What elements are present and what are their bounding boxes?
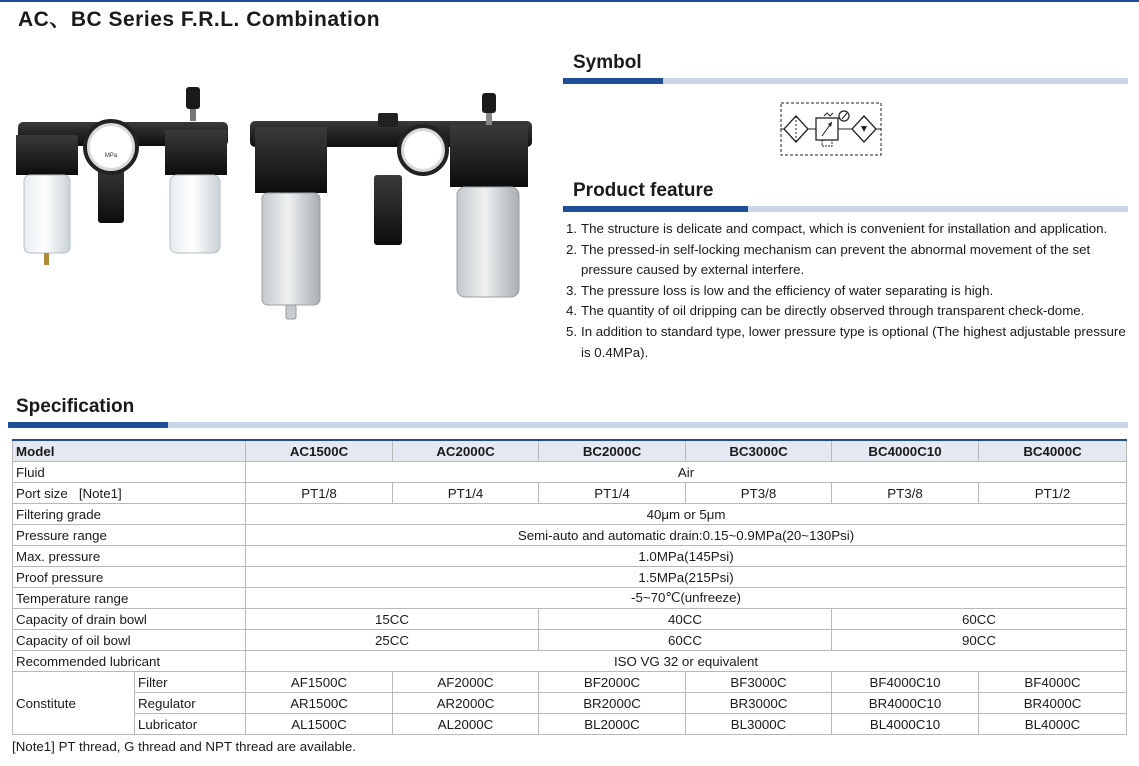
table-row: Capacity of oil bowl 25CC 60CC 90CC [13,630,1127,651]
product-feature-heading-bar [563,206,1128,212]
svg-text:MPa: MPa [104,153,118,159]
product-photo [10,75,540,330]
feature-item: 2. The pressed-in self-locking mechanism can prevent the abnormal movement of the set pressure caused by external interfere. [566,241,1091,278]
product-feature-heading: Product feature [573,180,714,201]
feature-item: 4. The quantity of oil dripping can be directly observed through transparent check-dome. [566,303,1085,319]
port-size-label: Port size [Note1] [13,483,246,504]
table-row [13,440,1127,462]
model-cell: BC4000C10 [832,440,979,462]
symbol-heading-bar [563,78,1128,84]
feature-item: 1. The structure is delicate and compact, which is convenient for installation and application. [566,221,1108,236]
footnote: [Note1] PT thread, G thread and NPT thread are available. [12,739,356,754]
model-cell: BC2000C [539,440,686,462]
frl-symbol-icon [780,102,882,156]
table-row: Proof pressure 1.5MPa(215Psi) [13,567,1127,588]
top-rule [0,0,1139,2]
specification-heading-bar [8,422,1128,428]
table-row: Fluid Air [13,462,1127,483]
table-row: Constitute Filter AF1500C AF2000C BF2000C BF3000C BF4000C10 BF4000C [13,672,1127,693]
table-row: Regulator AR1500C AR2000C BR2000C BR3000C BR4000C10 BR4000C [13,693,1127,714]
ac-unit-illustration [16,87,228,265]
table-row: Max. pressure 1.0MPa(145Psi) [13,546,1127,567]
specification-heading: Specification [16,396,135,417]
constitute-label: Constitute [13,672,135,735]
table-row: Port size [Note1] PT1/8 PT1/4 PT1/4 PT3/8 PT3/8 PT1/2 [13,483,1127,504]
page-title: AC、BC Series F.R.L. Combination [18,8,381,31]
model-cell: BC3000C [686,440,832,462]
model-label: Model [13,440,246,462]
symbol-heading: Symbol [573,52,642,73]
table-row: Pressure range Semi-auto and automatic drain:0.15~0.9MPa(20~130Psi) [13,525,1127,546]
model-cell: BC4000C [979,440,1127,462]
table-row: Temperature range -5~70℃(unfreeze) [13,588,1127,609]
table-row: Lubricator AL1500C AL2000C BL2000C BL3000C BL4000C10 BL4000C [13,714,1127,735]
specification-table [12,439,1127,735]
table-row: Recommended lubricant ISO VG 32 or equivalent [13,651,1127,672]
table-row: Filtering grade 40μm or 5μm [13,504,1127,525]
feature-item: 3. The pressure loss is low and the efficiency of water separating is high. [566,282,994,298]
table-row: Capacity of drain bowl 15CC 40CC 60CC [13,609,1127,630]
feature-item: 5. In addition to standard type, lower pressure type is optional (The highest adjustable pressure is 0.4MPa). [566,323,1126,360]
feature-list [566,219,1136,363]
model-cell: AC1500C [246,440,393,462]
bc-unit-illustration [250,93,532,319]
model-cell: AC2000C [393,440,539,462]
